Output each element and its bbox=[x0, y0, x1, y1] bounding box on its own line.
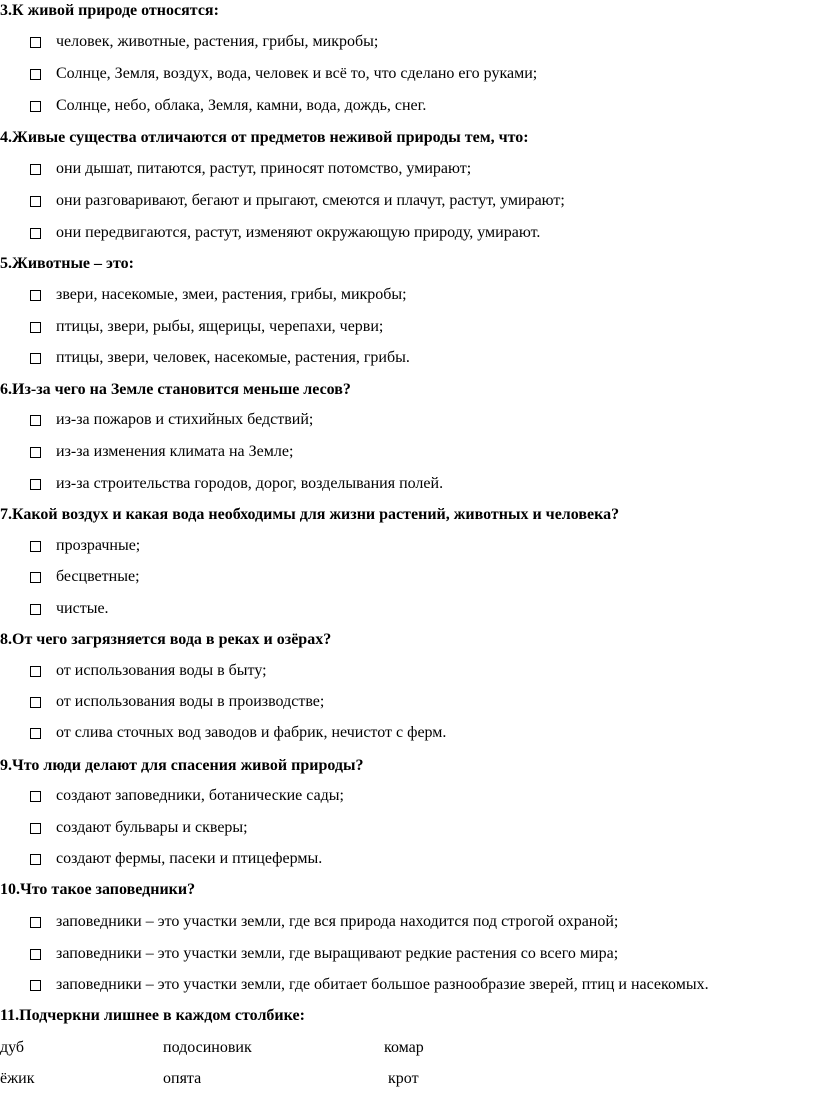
option-text: создают бульвары и скверы; bbox=[56, 819, 248, 836]
option-text: прозрачные; bbox=[56, 537, 141, 554]
question-8-option-1[interactable] bbox=[30, 661, 267, 681]
question-5-option-1[interactable] bbox=[30, 285, 407, 305]
word-cell[interactable]: дуб bbox=[0, 1039, 25, 1056]
word-cell[interactable]: крот bbox=[388, 1070, 419, 1087]
option-text: от использования воды в быту; bbox=[56, 662, 267, 679]
question-7-option-3[interactable] bbox=[30, 599, 109, 619]
checkbox-icon[interactable] bbox=[30, 791, 41, 802]
option-text: заповедники – это участки земли, где вся природа находится под строгой охраной; bbox=[56, 913, 619, 930]
checkbox-icon[interactable] bbox=[30, 823, 41, 834]
checkbox-icon[interactable] bbox=[30, 541, 41, 552]
question-5-option-3[interactable] bbox=[30, 348, 410, 368]
checkbox-icon[interactable] bbox=[30, 353, 41, 364]
checkbox-icon[interactable] bbox=[30, 980, 41, 991]
option-text: человек, животные, растения, грибы, микробы; bbox=[56, 33, 379, 50]
checkbox-icon[interactable] bbox=[30, 101, 41, 112]
question-3-option-1[interactable] bbox=[30, 32, 378, 52]
checkbox-icon[interactable] bbox=[30, 447, 41, 458]
checkbox-icon[interactable] bbox=[30, 572, 41, 583]
checkbox-icon[interactable] bbox=[30, 604, 41, 615]
option-text: Солнце, Земля, воздух, вода, человек и всё то, что сделано его руками; bbox=[56, 65, 538, 82]
question-3-option-3[interactable] bbox=[30, 96, 426, 116]
checkbox-icon[interactable] bbox=[30, 290, 41, 301]
question-6-option-3[interactable] bbox=[30, 474, 443, 494]
option-text: создают фермы, пасеки и птицефермы. bbox=[56, 850, 323, 867]
question-8-option-3[interactable] bbox=[30, 723, 446, 743]
question-4-option-1[interactable] bbox=[30, 159, 471, 179]
question-9-title: 9.Что люди делают для спасения живой природы? bbox=[0, 757, 364, 774]
option-text: из-за изменения климата на Земле; bbox=[56, 443, 294, 460]
question-3-title: 3.К живой природе относятся: bbox=[0, 2, 219, 19]
question-4-option-2[interactable] bbox=[30, 191, 565, 211]
checkbox-icon[interactable] bbox=[30, 322, 41, 333]
question-8-title: 8.От чего загрязняется вода в реках и озёрах? bbox=[0, 631, 332, 648]
option-text: птицы, звери, рыбы, ящерицы, черепахи, черви; bbox=[56, 318, 384, 335]
option-text: от использования воды в производстве; bbox=[56, 693, 325, 710]
question-5-title: 5.Животные – это: bbox=[0, 255, 134, 272]
checkbox-icon[interactable] bbox=[30, 949, 41, 960]
checkbox-icon[interactable] bbox=[30, 854, 41, 865]
option-text: чистые. bbox=[56, 600, 109, 617]
option-text: они передвигаются, растут, изменяют окружающую природу, умирают. bbox=[56, 224, 541, 241]
word-cell[interactable]: подосиновик bbox=[163, 1039, 252, 1056]
question-10-option-1[interactable] bbox=[30, 912, 618, 932]
option-text: Солнце, небо, облака, Земля, камни, вода, дождь, снег. bbox=[56, 97, 427, 114]
option-text: заповедники – это участки земли, где выращивают редкие растения со всего мира; bbox=[56, 945, 619, 962]
option-text: они дышат, питаются, растут, приносят потомство, умирают; bbox=[56, 160, 472, 177]
option-text: заповедники – это участки земли, где обитает большое разнообразие зверей, птиц и насекомых. bbox=[56, 976, 709, 993]
option-text: звери, насекомые, змеи, растения, грибы, микробы; bbox=[56, 286, 407, 303]
question-6-option-2[interactable] bbox=[30, 442, 293, 462]
question-7-option-2[interactable] bbox=[30, 567, 140, 587]
option-text: птицы, звери, человек, насекомые, растения, грибы. bbox=[56, 349, 410, 366]
checkbox-icon[interactable] bbox=[30, 697, 41, 708]
question-4-option-3[interactable] bbox=[30, 223, 540, 243]
checkbox-icon[interactable] bbox=[30, 164, 41, 175]
checkbox-icon[interactable] bbox=[30, 728, 41, 739]
question-10-title: 10.Что такое заповедники? bbox=[0, 881, 196, 898]
question-10-option-3[interactable] bbox=[30, 975, 709, 995]
question-6-title: 6.Из-за чего на Земле становится меньше лесов? bbox=[0, 381, 351, 398]
checkbox-icon[interactable] bbox=[30, 228, 41, 239]
question-5-option-2[interactable] bbox=[30, 317, 383, 337]
word-cell[interactable]: опята bbox=[163, 1070, 202, 1087]
checkbox-icon[interactable] bbox=[30, 37, 41, 48]
option-text: создают заповедники, ботанические сады; bbox=[56, 787, 344, 804]
option-text: бесцветные; bbox=[56, 568, 140, 585]
question-11-title: 11.Подчеркни лишнее в каждом столбике: bbox=[0, 1007, 305, 1024]
checkbox-icon[interactable] bbox=[30, 69, 41, 80]
checkbox-icon[interactable] bbox=[30, 666, 41, 677]
option-text: из-за строительства городов, дорог, возделывания полей. bbox=[56, 475, 444, 492]
checkbox-icon[interactable] bbox=[30, 479, 41, 490]
question-4-title: 4.Живые существа отличаются от предметов неживой природы тем, что: bbox=[0, 129, 529, 146]
checkbox-icon[interactable] bbox=[30, 196, 41, 207]
question-7-title: 7.Какой воздух и какая вода необходимы для жизни растений, животных и человека? bbox=[0, 506, 620, 523]
question-3-option-2[interactable] bbox=[30, 64, 537, 84]
question-9-option-1[interactable] bbox=[30, 786, 344, 806]
question-8-option-2[interactable] bbox=[30, 692, 324, 712]
question-9-option-2[interactable] bbox=[30, 818, 248, 838]
question-6-option-1[interactable] bbox=[30, 410, 313, 430]
question-9-option-3[interactable] bbox=[30, 849, 322, 869]
checkbox-icon[interactable] bbox=[30, 415, 41, 426]
option-text: из-за пожаров и стихийных бедствий; bbox=[56, 411, 314, 428]
question-10-option-2[interactable] bbox=[30, 944, 618, 964]
word-cell[interactable]: ёжик bbox=[0, 1070, 35, 1087]
question-7-option-1[interactable] bbox=[30, 536, 140, 556]
option-text: они разговаривают, бегают и прыгают, смеются и плачут, растут, умирают; bbox=[56, 192, 565, 209]
option-text: от слива сточных вод заводов и фабрик, нечистот с ферм. bbox=[56, 724, 447, 741]
checkbox-icon[interactable] bbox=[30, 917, 41, 928]
word-cell[interactable]: комар bbox=[384, 1039, 424, 1056]
